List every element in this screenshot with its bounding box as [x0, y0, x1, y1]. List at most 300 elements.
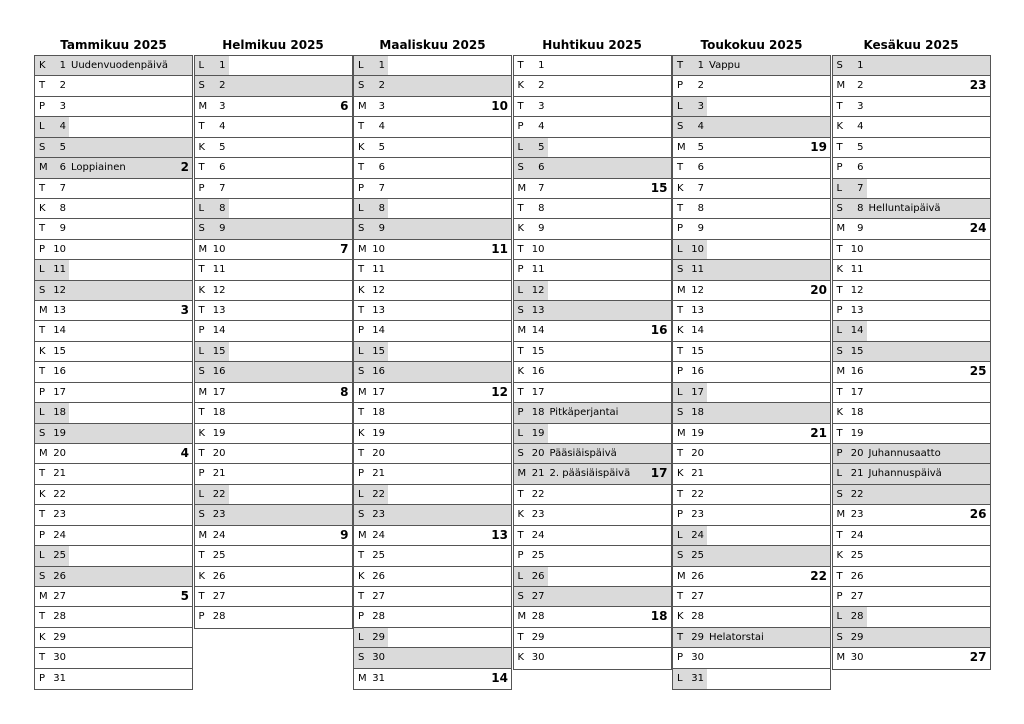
day-row[interactable] [833, 485, 990, 505]
day-row[interactable] [833, 56, 990, 76]
day-row[interactable] [195, 362, 352, 382]
day-row[interactable] [514, 199, 671, 219]
day-row[interactable] [514, 546, 671, 566]
weekday-letter: K [517, 509, 525, 521]
day-number: 17 [691, 386, 704, 398]
day-row[interactable] [35, 567, 192, 587]
holiday-name: Helluntaipäivä [868, 202, 941, 214]
day-row[interactable] [35, 526, 192, 546]
day-row[interactable] [354, 444, 511, 464]
day-row[interactable] [354, 607, 511, 627]
day-row[interactable] [673, 138, 830, 158]
day-row[interactable] [673, 424, 830, 444]
weekday-letter: K [198, 427, 206, 439]
day-row[interactable] [35, 219, 192, 239]
weekday-letter: T [198, 305, 205, 317]
week-number: 9 [340, 527, 349, 542]
weekday-letter: T [39, 611, 46, 623]
day-number: 11 [372, 264, 385, 276]
day-row[interactable] [833, 403, 990, 423]
day-row[interactable] [833, 219, 990, 239]
day-row[interactable] [514, 362, 671, 382]
day-row[interactable] [35, 403, 192, 423]
weekday-letter: M [836, 80, 846, 92]
weekday-letter: L [358, 60, 364, 71]
day-row[interactable] [354, 669, 511, 689]
weekday-letter: K [677, 611, 684, 623]
day-row[interactable] [195, 301, 352, 321]
day-number: 25 [212, 550, 226, 562]
day-row[interactable] [514, 56, 671, 76]
weekday-letter: M [358, 529, 367, 541]
day-row[interactable] [514, 240, 671, 260]
day-list [194, 55, 353, 629]
weekday-letter: T [517, 345, 524, 357]
day-row[interactable] [673, 321, 830, 341]
day-row[interactable] [35, 260, 192, 280]
day-row[interactable] [35, 138, 192, 158]
day-row[interactable] [833, 117, 990, 137]
weekday-letter: S [358, 80, 365, 92]
day-row[interactable] [514, 76, 671, 96]
day-row[interactable] [514, 158, 671, 178]
day-row[interactable] [35, 464, 192, 484]
day-row[interactable] [673, 505, 830, 525]
day-row[interactable] [35, 546, 192, 566]
day-row[interactable] [673, 342, 830, 362]
day-row[interactable] [354, 505, 511, 525]
day-row[interactable] [195, 199, 352, 219]
day-number: 30 [691, 652, 704, 664]
day-row[interactable] [35, 607, 192, 627]
weekday-letter: M [39, 590, 48, 602]
week-number: 10 [491, 98, 508, 113]
day-row[interactable] [833, 158, 990, 178]
day-number: 13 [850, 305, 864, 317]
day-row[interactable] [833, 342, 990, 362]
day-row[interactable] [833, 526, 990, 546]
weekday-letter: T [358, 121, 365, 133]
weekday-letter: S [836, 488, 843, 500]
day-row[interactable] [673, 669, 830, 689]
day-number: 30 [372, 652, 385, 664]
day-row[interactable] [514, 464, 671, 484]
weekday-letter: S [517, 448, 524, 460]
day-row[interactable] [673, 179, 830, 199]
weekday-letter: P [39, 529, 46, 541]
day-number: 10 [531, 243, 545, 255]
day-row[interactable] [673, 444, 830, 464]
day-row[interactable] [833, 76, 990, 96]
day-row[interactable] [514, 485, 671, 505]
day-row[interactable] [354, 526, 511, 546]
day-row[interactable] [195, 526, 352, 546]
day-row[interactable] [833, 97, 990, 117]
day-row[interactable] [514, 117, 671, 137]
day-row[interactable] [35, 321, 192, 341]
weekday-letter: L [39, 550, 45, 562]
day-row[interactable] [195, 587, 352, 607]
day-row[interactable] [35, 424, 192, 444]
day-row[interactable] [354, 199, 511, 219]
day-row[interactable] [673, 240, 830, 260]
holiday-name: Pääsiäispäivä [549, 448, 617, 460]
weekday-letter: K [517, 80, 525, 92]
day-row[interactable] [195, 281, 352, 301]
day-row[interactable] [354, 648, 511, 668]
day-number: 1 [378, 60, 385, 71]
holiday-name: Uudenvuodenpäivä [71, 60, 169, 71]
day-row[interactable] [354, 260, 511, 280]
day-row[interactable] [35, 301, 192, 321]
day-number: 27 [850, 590, 864, 602]
weekday-letter: M [836, 652, 846, 664]
day-row[interactable] [673, 260, 830, 280]
day-row[interactable] [514, 444, 671, 464]
weekday-letter: T [517, 386, 524, 398]
week-number: 11 [491, 241, 508, 256]
day-number: 22 [53, 488, 66, 500]
day-row[interactable] [833, 607, 990, 627]
day-row[interactable] [195, 464, 352, 484]
weekday-letter: S [39, 284, 46, 296]
day-row[interactable] [833, 464, 990, 484]
day-row[interactable] [195, 117, 352, 137]
day-row[interactable] [195, 179, 352, 199]
day-row[interactable] [35, 56, 192, 76]
day-row[interactable] [195, 138, 352, 158]
day-number: 25 [372, 550, 385, 562]
day-number: 22 [531, 488, 545, 500]
weekday-letter: T [39, 509, 46, 521]
day-row[interactable] [195, 403, 352, 423]
weekday-letter: S [836, 345, 843, 357]
day-row[interactable] [673, 567, 830, 587]
weekday-letter: M [677, 570, 686, 582]
day-row[interactable] [35, 362, 192, 382]
day-number: 7 [538, 182, 545, 194]
day-number: 4 [697, 121, 704, 133]
day-number: 15 [531, 345, 545, 357]
day-number: 10 [372, 243, 385, 255]
day-row[interactable] [354, 587, 511, 607]
day-row[interactable] [673, 56, 830, 76]
day-row[interactable] [673, 301, 830, 321]
day-row[interactable] [195, 607, 352, 627]
day-number: 29 [850, 631, 864, 643]
day-row[interactable] [354, 546, 511, 566]
day-row[interactable] [673, 403, 830, 423]
day-row[interactable] [833, 648, 990, 668]
day-row[interactable] [673, 76, 830, 96]
day-row[interactable] [514, 383, 671, 403]
month-title: Huhtikuu 2025 [542, 38, 642, 52]
weekday-letter: T [517, 631, 524, 643]
day-row[interactable] [514, 424, 671, 444]
day-row[interactable] [195, 260, 352, 280]
day-row[interactable] [514, 301, 671, 321]
day-row[interactable] [673, 117, 830, 137]
day-row[interactable] [35, 505, 192, 525]
day-row[interactable] [354, 138, 511, 158]
day-row[interactable] [833, 179, 990, 199]
day-row[interactable] [35, 669, 192, 689]
weekday-letter: S [836, 202, 843, 214]
weekday-letter: M [517, 182, 527, 194]
day-row[interactable] [35, 76, 192, 96]
holiday-name: Pitkäperjantai [549, 407, 619, 419]
day-number: 13 [212, 305, 226, 317]
weekday-letter: T [677, 162, 684, 174]
weekday-letter: P [39, 100, 46, 112]
day-row[interactable] [35, 97, 192, 117]
week-number: 7 [340, 241, 349, 256]
day-row[interactable] [514, 505, 671, 525]
day-row[interactable] [35, 628, 192, 648]
day-row[interactable] [673, 648, 830, 668]
day-row[interactable] [514, 97, 671, 117]
day-row[interactable] [833, 138, 990, 158]
holiday-name: 2. pääsiäispäivä [549, 468, 631, 480]
day-row[interactable] [673, 383, 830, 403]
day-row[interactable] [35, 199, 192, 219]
day-row[interactable] [35, 117, 192, 137]
day-row[interactable] [514, 587, 671, 607]
day-number: 14 [531, 325, 545, 337]
day-row[interactable] [354, 158, 511, 178]
day-number: 19 [212, 427, 226, 439]
week-number: 8 [340, 384, 349, 399]
day-row[interactable] [195, 219, 352, 239]
weekday-letter: M [39, 305, 48, 317]
day-row[interactable] [833, 587, 990, 607]
day-row[interactable] [354, 464, 511, 484]
day-row[interactable] [673, 587, 830, 607]
day-row[interactable] [35, 587, 192, 607]
month-title: Tammikuu 2025 [60, 38, 167, 52]
weekday-letter: P [836, 162, 843, 174]
day-row[interactable] [195, 342, 352, 362]
day-row[interactable] [673, 464, 830, 484]
day-number: 12 [212, 284, 226, 296]
day-row[interactable] [195, 321, 352, 341]
day-row[interactable] [195, 383, 352, 403]
day-row[interactable] [833, 505, 990, 525]
day-row[interactable] [514, 260, 671, 280]
day-number: 10 [691, 243, 704, 255]
day-row[interactable] [354, 567, 511, 587]
day-row[interactable] [354, 403, 511, 423]
day-row[interactable] [833, 321, 990, 341]
weekday-letter: S [677, 264, 684, 276]
day-row[interactable] [514, 321, 671, 341]
day-number: 14 [53, 325, 66, 337]
day-row[interactable] [195, 485, 352, 505]
weekday-letter: T [39, 223, 46, 235]
day-number: 17 [531, 386, 545, 398]
weekday-letter: L [836, 611, 843, 623]
weekday-letter: K [677, 182, 684, 194]
day-row[interactable] [354, 219, 511, 239]
day-row[interactable] [514, 219, 671, 239]
day-row[interactable] [673, 199, 830, 219]
day-number: 19 [850, 427, 864, 439]
day-row[interactable] [195, 567, 352, 587]
weekday-letter: M [358, 386, 367, 398]
day-row[interactable] [833, 383, 990, 403]
day-row[interactable] [514, 607, 671, 627]
weekday-letter: K [39, 202, 46, 214]
weekday-letter: T [677, 631, 684, 643]
day-number: 18 [691, 407, 704, 419]
weekday-letter: L [198, 60, 205, 71]
day-row[interactable] [354, 485, 511, 505]
day-row[interactable] [833, 260, 990, 280]
day-row[interactable] [833, 301, 990, 321]
day-row[interactable] [673, 526, 830, 546]
day-row[interactable] [195, 505, 352, 525]
day-number: 15 [53, 345, 66, 357]
week-number: 4 [180, 446, 189, 461]
weekday-letter: T [677, 590, 684, 602]
day-row[interactable] [514, 648, 671, 668]
weekday-letter: L [677, 243, 683, 255]
day-row[interactable] [354, 117, 511, 137]
day-row[interactable] [354, 240, 511, 260]
week-number: 20 [810, 282, 827, 297]
day-row[interactable] [354, 628, 511, 648]
day-row[interactable] [514, 526, 671, 546]
day-row[interactable] [833, 281, 990, 301]
day-row[interactable] [514, 179, 671, 199]
day-row[interactable] [35, 281, 192, 301]
day-row[interactable] [195, 444, 352, 464]
day-row[interactable] [35, 179, 192, 199]
day-number: 26 [372, 570, 385, 582]
weekday-letter: S [198, 366, 205, 378]
weekday-letter: T [39, 80, 46, 92]
weekday-letter: T [358, 448, 365, 460]
week-number: 5 [180, 588, 189, 603]
day-row[interactable] [514, 403, 671, 423]
day-row[interactable] [833, 362, 990, 382]
day-number: 21 [531, 468, 545, 480]
day-row[interactable] [35, 158, 192, 178]
day-row[interactable] [833, 199, 990, 219]
day-row[interactable] [195, 546, 352, 566]
day-row[interactable] [35, 240, 192, 260]
day-row[interactable] [673, 362, 830, 382]
weekday-letter: M [677, 284, 686, 296]
weekday-letter: S [677, 121, 684, 133]
weekday-letter: M [358, 100, 367, 112]
day-row[interactable] [673, 158, 830, 178]
day-row[interactable] [673, 219, 830, 239]
weekday-letter: M [677, 427, 686, 439]
day-row[interactable] [673, 628, 830, 648]
day-row[interactable] [354, 97, 511, 117]
day-row[interactable] [35, 383, 192, 403]
day-row[interactable] [354, 56, 511, 76]
day-row[interactable] [354, 383, 511, 403]
weekday-letter: L [39, 121, 45, 133]
day-number: 1 [219, 60, 226, 71]
weekday-letter: T [358, 550, 365, 562]
day-number: 28 [212, 611, 226, 623]
day-row[interactable] [354, 321, 511, 341]
day-list [672, 55, 831, 690]
day-row[interactable] [354, 301, 511, 321]
day-row[interactable] [833, 240, 990, 260]
day-number: 10 [212, 243, 226, 255]
day-row[interactable] [514, 281, 671, 301]
day-row[interactable] [833, 567, 990, 587]
weekday-letter: S [836, 60, 843, 71]
day-number: 7 [857, 182, 864, 194]
day-number: 23 [212, 509, 226, 521]
weekday-letter: P [677, 366, 684, 378]
day-row[interactable] [673, 97, 830, 117]
day-number: 7 [697, 182, 704, 194]
day-row[interactable] [195, 97, 352, 117]
day-row[interactable] [673, 607, 830, 627]
day-row[interactable] [195, 56, 352, 76]
weekday-letter: L [198, 345, 205, 357]
week-number: 21 [810, 425, 827, 440]
day-row[interactable] [354, 362, 511, 382]
day-row[interactable] [673, 546, 830, 566]
day-number: 8 [697, 202, 704, 214]
day-row[interactable] [354, 76, 511, 96]
weekday-letter: T [836, 100, 843, 112]
week-number: 14 [491, 670, 508, 685]
day-row[interactable] [35, 648, 192, 668]
month-title: Maaliskuu 2025 [379, 38, 486, 52]
day-row[interactable] [35, 444, 192, 464]
day-row[interactable] [354, 342, 511, 362]
day-row[interactable] [833, 546, 990, 566]
weekday-letter: S [836, 631, 843, 643]
day-number: 2 [378, 80, 385, 92]
weekday-letter: K [517, 223, 525, 235]
day-row[interactable] [354, 179, 511, 199]
day-number: 24 [212, 529, 226, 541]
day-row[interactable] [514, 567, 671, 587]
day-row[interactable] [195, 76, 352, 96]
day-row[interactable] [833, 424, 990, 444]
day-row[interactable] [354, 424, 511, 444]
day-row[interactable] [833, 444, 990, 464]
day-row[interactable] [673, 485, 830, 505]
day-number: 9 [219, 223, 226, 235]
weekday-letter: S [358, 223, 365, 235]
day-row[interactable] [35, 342, 192, 362]
day-row[interactable] [195, 424, 352, 444]
day-row[interactable] [195, 240, 352, 260]
day-row[interactable] [195, 158, 352, 178]
day-row[interactable] [673, 281, 830, 301]
weekday-letter: T [517, 488, 524, 500]
weekday-letter: L [677, 386, 683, 398]
weekday-letter: T [836, 243, 843, 255]
day-row[interactable] [354, 281, 511, 301]
day-row[interactable] [833, 628, 990, 648]
day-row[interactable] [514, 628, 671, 648]
weekday-letter: P [517, 121, 524, 133]
day-row[interactable] [35, 485, 192, 505]
day-row[interactable] [514, 138, 671, 158]
day-row[interactable] [514, 342, 671, 362]
